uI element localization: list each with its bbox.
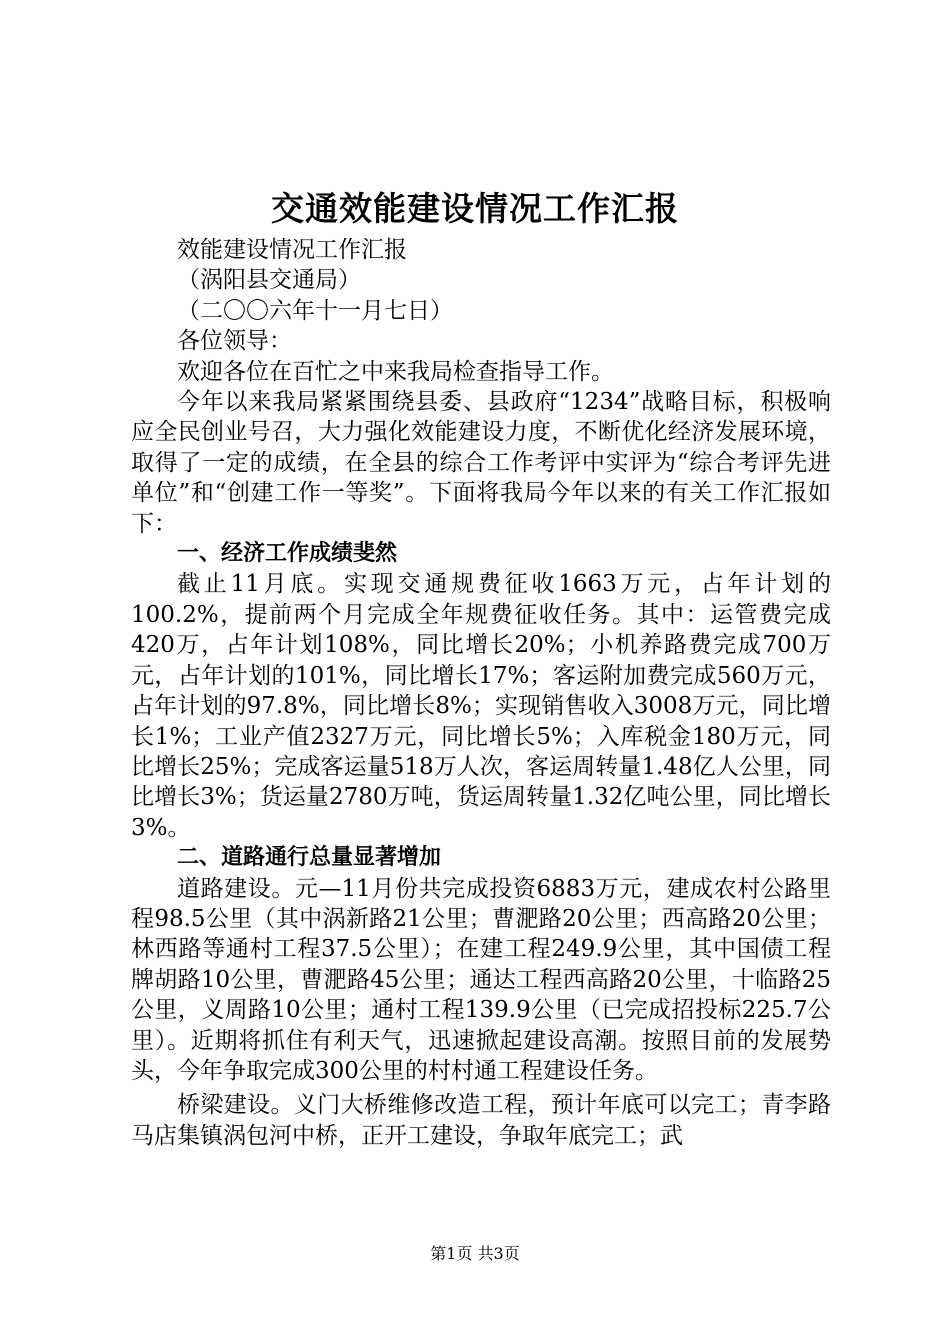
section-heading-economy: 一、经济工作成绩斐然 xyxy=(177,541,398,567)
paragraph-intro: 今年以来我局紧紧围绕县委、县政府“1234”战略目标，积极响应全民创业号召，大力强化效能建设力度，不断优化经济发展环境，取得了一定的成绩，在全县的综合工作考评中实评为“综合考评先进单位”和“创建工作一等奖”。下面将我局今年以来的有关工作汇报如下： xyxy=(131,389,831,537)
document-body xyxy=(131,235,831,1151)
paragraph-bridge-construction: 桥梁建设。义门大桥维修改造工程，预计年底可以完工；青李路马店集镇涡包河中桥，正开工建设，争取年底完工；武 xyxy=(131,1092,831,1149)
page-footer: 第1页 共3页 xyxy=(430,1244,520,1263)
document-title: 交通效能建设情况工作汇报 xyxy=(271,189,679,228)
paragraph-salutation: 各位领导： xyxy=(177,328,292,355)
paragraph-subtitle: 效能建设情况工作汇报 xyxy=(177,237,407,263)
paragraph-date: （二〇〇六年十一月七日） xyxy=(177,297,453,324)
paragraph-economy: 截止11月底。实现交通规费征收1663万元，占年计划的100.2%，提前两个月完成全年规费征收任务。其中：运管费完成420万，占年计划108%，同比增长20%；小机养路费完成700万元，占年计划的101%，同比增长17%；客运附加费完成560万元，占年计划的97.8%，同比增长8%；实现销售收入3008万元，同比增长1%；工业产值2327万元，同比增长5%；入库税金180万元，同比增长25%；完成客运量518万人次，客运周转量1.48亿人公里，同比增长3%；货运量2780万吨，货运周转量1.32亿吨公里，同比增长3%。 xyxy=(131,571,831,841)
paragraph-welcome: 欢迎各位在百忙之中来我局检查指导工作。 xyxy=(177,358,614,385)
paragraph-road-construction: 道路建设。元—11月份共完成投资6883万元，建成农村公路里程98.5公里（其中涡新路21公里；曹淝路20公里；西高路20公里；林西路等通村工程37.5公里）；在建工程249.9公里，其中国债工程牌胡路10公里，曹淝路45公里；通达工程西高路20公里，十临路25公里，义周路10公里；通村工程139.9公里（已完成招投标225.7公里）。近期将抓住有利天气，迅速掀起建设高潮。按照目前的发展势头，今年争取完成300公里的村村通工程建设任务。 xyxy=(131,875,831,1084)
section-heading-roads: 二、道路通行总量显著增加 xyxy=(177,845,442,871)
paragraph-issuer: （涡阳县交通局） xyxy=(177,267,361,294)
